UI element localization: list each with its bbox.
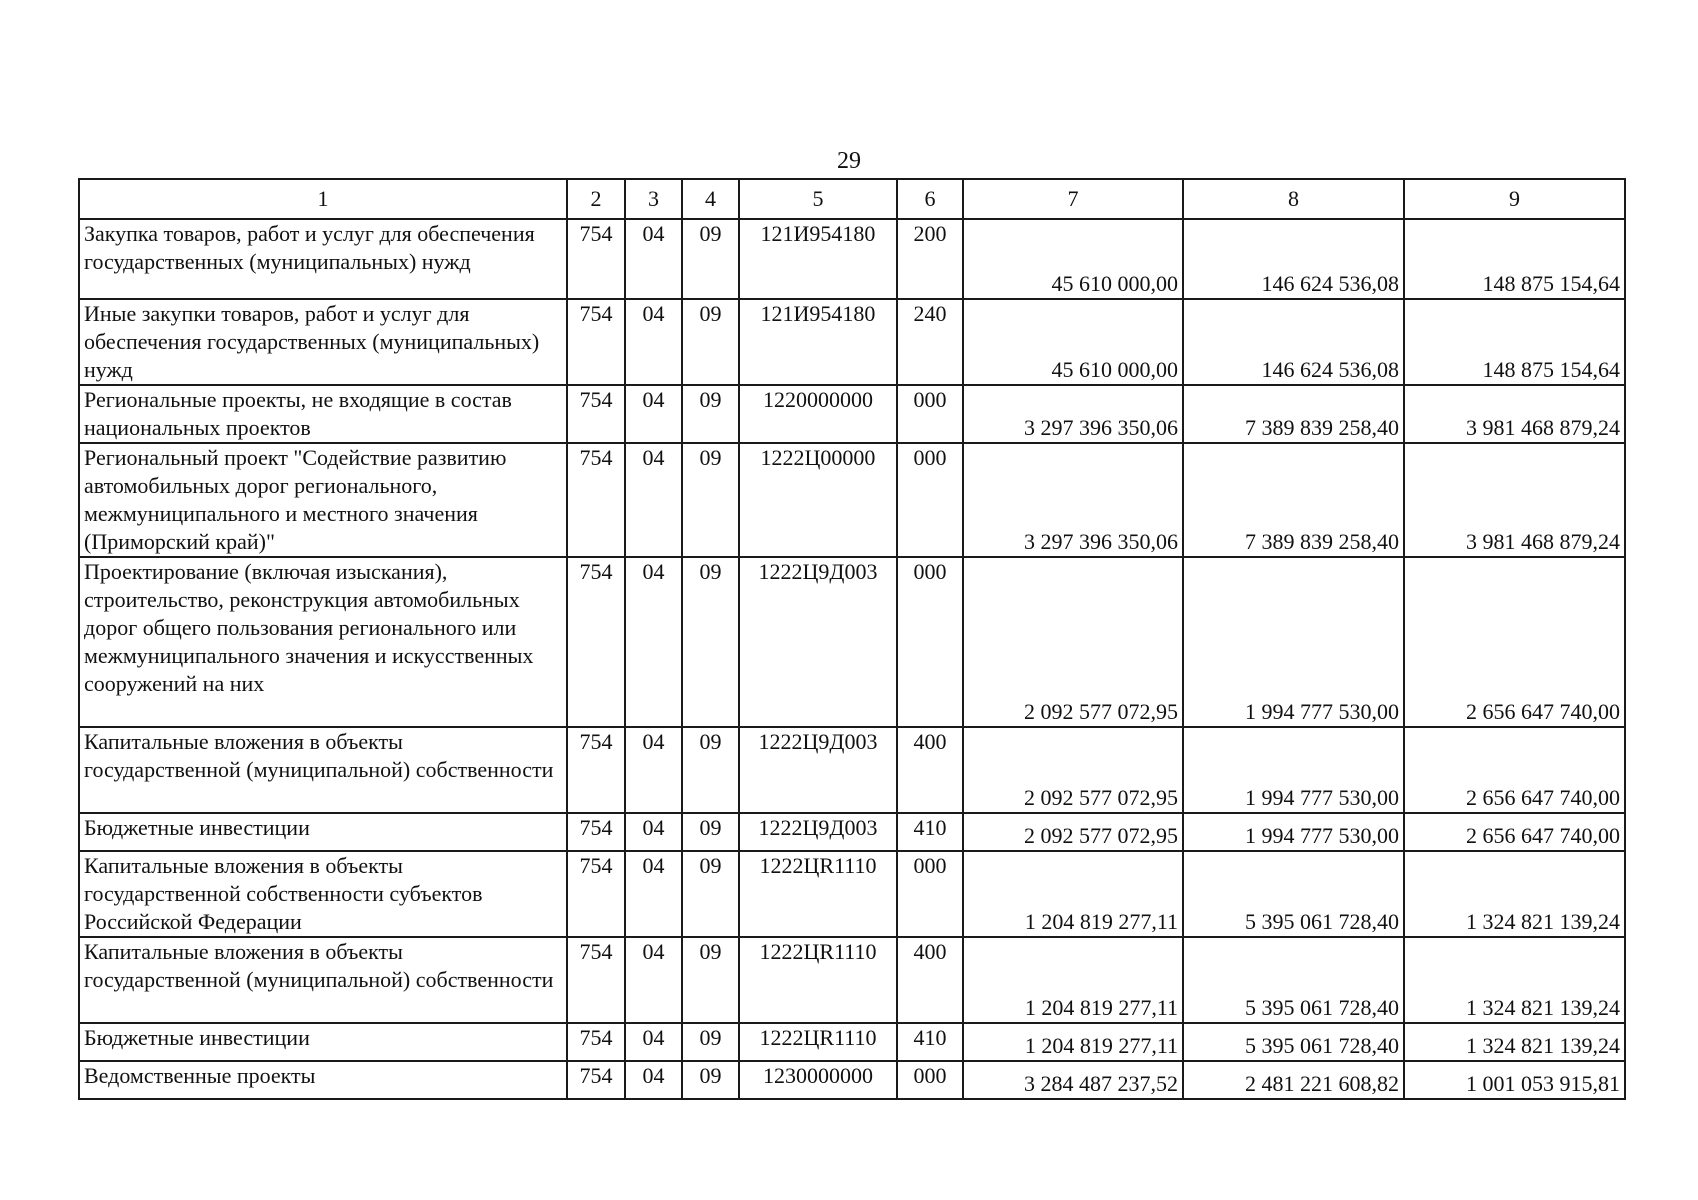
table-row bbox=[79, 937, 1625, 1023]
row-name: Капитальные вложения в объекты государственной (муниципальной) собственности bbox=[79, 727, 567, 813]
ministry-code: 754 bbox=[567, 219, 625, 299]
subsection-code: 09 bbox=[682, 219, 739, 299]
row-name: Ведомственные проекты bbox=[79, 1061, 567, 1099]
target-article-code: 1222Ц00000 bbox=[739, 443, 897, 557]
amount-col-8: 1 994 777 530,00 bbox=[1183, 813, 1404, 851]
ministry-code: 754 bbox=[567, 727, 625, 813]
amount-col-8: 146 624 536,08 bbox=[1183, 299, 1404, 385]
target-article-code: 121И954180 bbox=[739, 219, 897, 299]
expense-type-code: 000 bbox=[897, 557, 963, 727]
row-name: Закупка товаров, работ и услуг для обеспечения государственных (муниципальных) нужд bbox=[79, 219, 567, 299]
expense-type-code: 410 bbox=[897, 1023, 963, 1061]
section-code: 04 bbox=[625, 1023, 682, 1061]
row-name: Проектирование (включая изыскания), строительство, реконструкция автомобильных дорог общего пользования регионального или межмуниципального значения и искусственных сооружений на них bbox=[79, 557, 567, 727]
amount-col-8: 5 395 061 728,40 bbox=[1183, 851, 1404, 937]
table-row bbox=[79, 1023, 1625, 1061]
subsection-code: 09 bbox=[682, 1023, 739, 1061]
column-header-5: 5 bbox=[739, 179, 897, 219]
table-body bbox=[79, 219, 1625, 1099]
ministry-code: 754 bbox=[567, 1023, 625, 1061]
expense-type-code: 400 bbox=[897, 937, 963, 1023]
amount-col-8: 7 389 839 258,40 bbox=[1183, 443, 1404, 557]
ministry-code: 754 bbox=[567, 443, 625, 557]
section-code: 04 bbox=[625, 219, 682, 299]
amount-col-8: 1 994 777 530,00 bbox=[1183, 557, 1404, 727]
section-code: 04 bbox=[625, 1061, 682, 1099]
section-code: 04 bbox=[625, 813, 682, 851]
row-name: Региональные проекты, не входящие в состав национальных проектов bbox=[79, 385, 567, 443]
ministry-code: 754 bbox=[567, 813, 625, 851]
amount-col-9: 2 656 647 740,00 bbox=[1404, 727, 1625, 813]
table-header bbox=[79, 179, 1625, 219]
table-row bbox=[79, 385, 1625, 443]
amount-col-9: 2 656 647 740,00 bbox=[1404, 813, 1625, 851]
amount-col-9: 3 981 468 879,24 bbox=[1404, 385, 1625, 443]
ministry-code: 754 bbox=[567, 937, 625, 1023]
section-code: 04 bbox=[625, 385, 682, 443]
table-row bbox=[79, 219, 1625, 299]
ministry-code: 754 bbox=[567, 299, 625, 385]
expense-type-code: 200 bbox=[897, 219, 963, 299]
target-article-code: 1222ЦR1110 bbox=[739, 851, 897, 937]
column-header-9: 9 bbox=[1404, 179, 1625, 219]
target-article-code: 1222ЦR1110 bbox=[739, 937, 897, 1023]
table-row bbox=[79, 851, 1625, 937]
table-row bbox=[79, 443, 1625, 557]
section-code: 04 bbox=[625, 851, 682, 937]
row-name: Бюджетные инвестиции bbox=[79, 1023, 567, 1061]
table-row bbox=[79, 727, 1625, 813]
ministry-code: 754 bbox=[567, 385, 625, 443]
amount-col-7: 3 297 396 350,06 bbox=[963, 385, 1183, 443]
subsection-code: 09 bbox=[682, 851, 739, 937]
amount-col-7: 3 297 396 350,06 bbox=[963, 443, 1183, 557]
subsection-code: 09 bbox=[682, 1061, 739, 1099]
section-code: 04 bbox=[625, 443, 682, 557]
ministry-code: 754 bbox=[567, 1061, 625, 1099]
table-row bbox=[79, 1061, 1625, 1099]
row-name: Иные закупки товаров, работ и услуг для обеспечения государственных (муниципальных) нужд bbox=[79, 299, 567, 385]
amount-col-9: 148 875 154,64 bbox=[1404, 219, 1625, 299]
target-article-code: 1220000000 bbox=[739, 385, 897, 443]
expense-type-code: 400 bbox=[897, 727, 963, 813]
amount-col-8: 5 395 061 728,40 bbox=[1183, 937, 1404, 1023]
amount-col-7: 2 092 577 072,95 bbox=[963, 813, 1183, 851]
amount-col-7: 1 204 819 277,11 bbox=[963, 1023, 1183, 1061]
target-article-code: 1230000000 bbox=[739, 1061, 897, 1099]
target-article-code: 1222Ц9Д003 bbox=[739, 813, 897, 851]
amount-col-9: 1 001 053 915,81 bbox=[1404, 1061, 1625, 1099]
column-header-8: 8 bbox=[1183, 179, 1404, 219]
row-name: Капитальные вложения в объекты государственной (муниципальной) собственности bbox=[79, 937, 567, 1023]
subsection-code: 09 bbox=[682, 727, 739, 813]
target-article-code: 1222Ц9Д003 bbox=[739, 727, 897, 813]
amount-col-8: 5 395 061 728,40 bbox=[1183, 1023, 1404, 1061]
expense-type-code: 000 bbox=[897, 385, 963, 443]
amount-col-8: 7 389 839 258,40 bbox=[1183, 385, 1404, 443]
amount-col-8: 2 481 221 608,82 bbox=[1183, 1061, 1404, 1099]
expense-type-code: 240 bbox=[897, 299, 963, 385]
row-name: Бюджетные инвестиции bbox=[79, 813, 567, 851]
section-code: 04 bbox=[625, 727, 682, 813]
table-row bbox=[79, 299, 1625, 385]
amount-col-9: 1 324 821 139,24 bbox=[1404, 851, 1625, 937]
subsection-code: 09 bbox=[682, 443, 739, 557]
amount-col-7: 2 092 577 072,95 bbox=[963, 727, 1183, 813]
target-article-code: 1222Ц9Д003 bbox=[739, 557, 897, 727]
subsection-code: 09 bbox=[682, 937, 739, 1023]
subsection-code: 09 bbox=[682, 813, 739, 851]
section-code: 04 bbox=[625, 299, 682, 385]
amount-col-9: 1 324 821 139,24 bbox=[1404, 1023, 1625, 1061]
table-row bbox=[79, 813, 1625, 851]
column-header-4: 4 bbox=[682, 179, 739, 219]
amount-col-8: 1 994 777 530,00 bbox=[1183, 727, 1404, 813]
amount-col-8: 146 624 536,08 bbox=[1183, 219, 1404, 299]
target-article-code: 121И954180 bbox=[739, 299, 897, 385]
row-name: Региональный проект "Содействие развитию автомобильных дорог регионального, межмуниципального и местного значения (Приморский край)" bbox=[79, 443, 567, 557]
column-header-3: 3 bbox=[625, 179, 682, 219]
expense-type-code: 000 bbox=[897, 443, 963, 557]
amount-col-7: 45 610 000,00 bbox=[963, 299, 1183, 385]
target-article-code: 1222ЦR1110 bbox=[739, 1023, 897, 1061]
amount-col-7: 3 284 487 237,52 bbox=[963, 1061, 1183, 1099]
amount-col-9: 2 656 647 740,00 bbox=[1404, 557, 1625, 727]
amount-col-7: 45 610 000,00 bbox=[963, 219, 1183, 299]
ministry-code: 754 bbox=[567, 557, 625, 727]
header-row bbox=[79, 179, 1625, 219]
amount-col-7: 1 204 819 277,11 bbox=[963, 937, 1183, 1023]
amount-col-7: 1 204 819 277,11 bbox=[963, 851, 1183, 937]
amount-col-9: 148 875 154,64 bbox=[1404, 299, 1625, 385]
budget-table bbox=[78, 178, 1626, 1100]
page-number: 29 bbox=[837, 148, 861, 174]
column-header-2: 2 bbox=[567, 179, 625, 219]
subsection-code: 09 bbox=[682, 557, 739, 727]
expense-type-code: 410 bbox=[897, 813, 963, 851]
column-header-7: 7 bbox=[963, 179, 1183, 219]
amount-col-9: 1 324 821 139,24 bbox=[1404, 937, 1625, 1023]
row-name: Капитальные вложения в объекты государственной собственности субъектов Российской Федерации bbox=[79, 851, 567, 937]
subsection-code: 09 bbox=[682, 385, 739, 443]
amount-col-7: 2 092 577 072,95 bbox=[963, 557, 1183, 727]
column-header-1: 1 bbox=[79, 179, 567, 219]
expense-type-code: 000 bbox=[897, 851, 963, 937]
column-header-6: 6 bbox=[897, 179, 963, 219]
table-row bbox=[79, 557, 1625, 727]
expense-type-code: 000 bbox=[897, 1061, 963, 1099]
ministry-code: 754 bbox=[567, 851, 625, 937]
section-code: 04 bbox=[625, 937, 682, 1023]
amount-col-9: 3 981 468 879,24 bbox=[1404, 443, 1625, 557]
section-code: 04 bbox=[625, 557, 682, 727]
subsection-code: 09 bbox=[682, 299, 739, 385]
